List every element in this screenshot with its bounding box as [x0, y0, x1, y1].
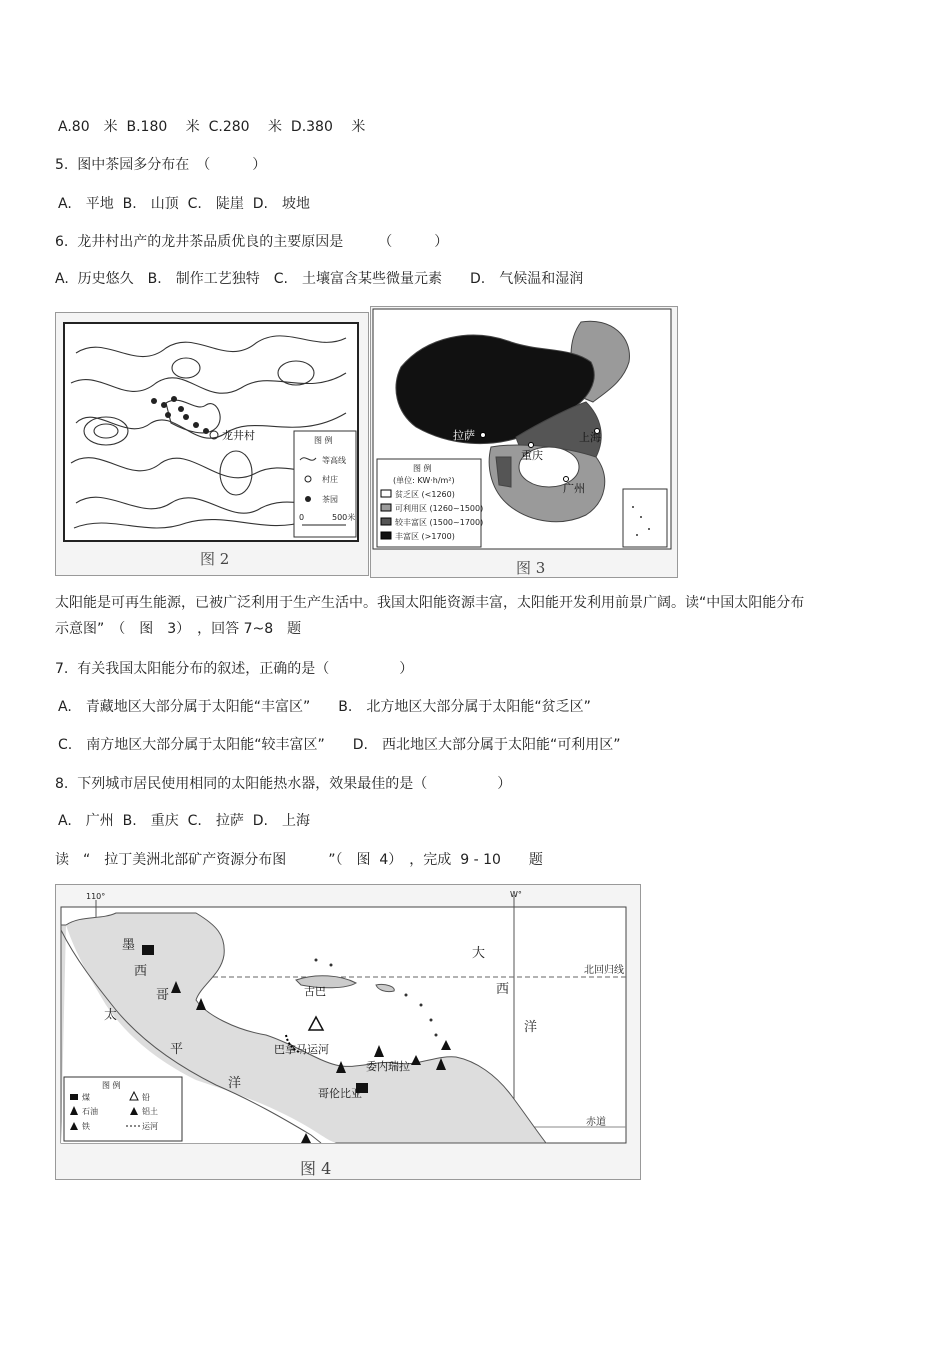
pacific-label-2: 平: [170, 1042, 184, 1057]
lon-right: W°: [510, 890, 522, 899]
contour-map-svg: [56, 313, 368, 575]
legend-rich: 较丰富区 (1500~1700): [395, 518, 484, 527]
mexico-label-3: 哥: [156, 988, 170, 1003]
city-chongqing: 重庆: [521, 449, 543, 462]
figure-4-mineral-map: [55, 884, 641, 1180]
venezuela-label: 委内瑞拉: [366, 1060, 410, 1073]
mexico-label-1: 墨: [122, 938, 136, 953]
legend-canal: 运河: [142, 1122, 158, 1131]
colombia-label: 哥伦比亚: [318, 1087, 362, 1100]
fig4-legend-title: 图 例: [102, 1081, 121, 1090]
pacific-label-3: 洋: [228, 1076, 242, 1091]
cuba-label: 古巴: [304, 985, 326, 998]
q6-stem: 6. 龙井村出产的龙井茶品质优良的主要原因是 （ ）: [55, 234, 449, 250]
figure-4-caption: 图 4: [300, 1159, 332, 1178]
mexico-label-2: 西: [134, 964, 148, 979]
figure-2-contour-map: [55, 312, 369, 576]
legend-oil: 石油: [82, 1107, 98, 1116]
q6-options: A. 历史悠久 B. 制作工艺独特 C. 土壤富含某些微量元素 D. 气候温和湿润: [55, 271, 584, 287]
q4-options: A.80 米 B.180 米 C.280 米 D.380 米: [58, 119, 366, 135]
tropic-label: 北回归线: [584, 965, 624, 976]
legend-tea: 茶园: [322, 495, 338, 504]
legend-richest: 丰富区 (>1700): [395, 532, 455, 541]
legend-iron: 铁: [82, 1122, 90, 1131]
figure-3-caption: 图 3: [516, 559, 546, 577]
q7-options-cd: C. 南方地区大部分属于太阳能“较丰富区” D. 西北地区大部分属于太阳能“可利用区”: [58, 737, 621, 753]
mineral-map-svg: [56, 885, 640, 1179]
q5-stem: 5. 图中茶园多分布在 （ ）: [55, 157, 267, 173]
figure-3-solar-map: [370, 306, 678, 578]
legend-poor: 贫乏区 (<1260): [395, 490, 455, 499]
fig3-legend-title: 图 例: [413, 464, 432, 473]
intro-paragraph-7-8: 太阳能是可再生能源，已被广泛利用于生产生活中。我国太阳能资源丰富，太阳能开发利用前景广阔。读“中国太阳能分布示意图” （ 图 3） ，回答 7~8 题: [55, 595, 805, 637]
scale-zero: 0: [299, 513, 305, 522]
atlantic-label-3: 洋: [524, 1020, 538, 1035]
atlantic-label-2: 西: [496, 982, 510, 997]
coal-mark: [142, 945, 154, 955]
pacific-label-1: 太: [104, 1008, 118, 1023]
legend-coal: 煤: [82, 1093, 90, 1102]
q7-stem: 7. 有关我国太阳能分布的叙述，正确的是（ ）: [55, 661, 414, 677]
atlantic-label-1: 大: [472, 946, 486, 961]
q5-options: A. 平地 B. 山顶 C. 陡崖 D. 坡地: [58, 196, 310, 212]
lon-left: 110°: [86, 892, 106, 901]
village-label: 龙井村: [222, 429, 255, 442]
q7-options-ab: A. 青藏地区大部分属于太阳能“丰富区” B. 北方地区大部分属于太阳能“贫乏区”: [58, 699, 591, 715]
legend-village: 村庄: [322, 475, 338, 484]
solar-map-svg: [371, 307, 677, 577]
equator-label: 赤道: [586, 1117, 606, 1128]
scale-length: 500米: [332, 513, 356, 522]
legend-contour: 等高线: [322, 456, 346, 465]
intro-9-10: 读 “ 拉丁美洲北部矿产资源分布图 ”（ 图 4） ，完成 9 - 10 题: [55, 852, 543, 868]
fig3-legend-unit: (单位: KW·h/m²): [393, 476, 455, 485]
legend-bauxite: 铝土: [142, 1107, 158, 1116]
legend-usable: 可利用区 (1260~1500): [395, 504, 484, 513]
city-guangzhou: 广州: [563, 482, 585, 495]
figure-2-caption: 图 2: [200, 550, 230, 568]
q8-stem: 8. 下列城市居民使用相同的太阳能热水器，效果最佳的是（ ）: [55, 776, 512, 792]
city-lhasa: 拉萨: [453, 429, 475, 442]
fig2-legend-title: 图 例: [314, 436, 333, 445]
city-shanghai: 上海: [579, 431, 601, 444]
legend-lead: 铅: [142, 1093, 150, 1102]
q8-options: A. 广州 B. 重庆 C. 拉萨 D. 上海: [58, 813, 310, 829]
panama-label: 巴拿马运河: [274, 1043, 329, 1056]
